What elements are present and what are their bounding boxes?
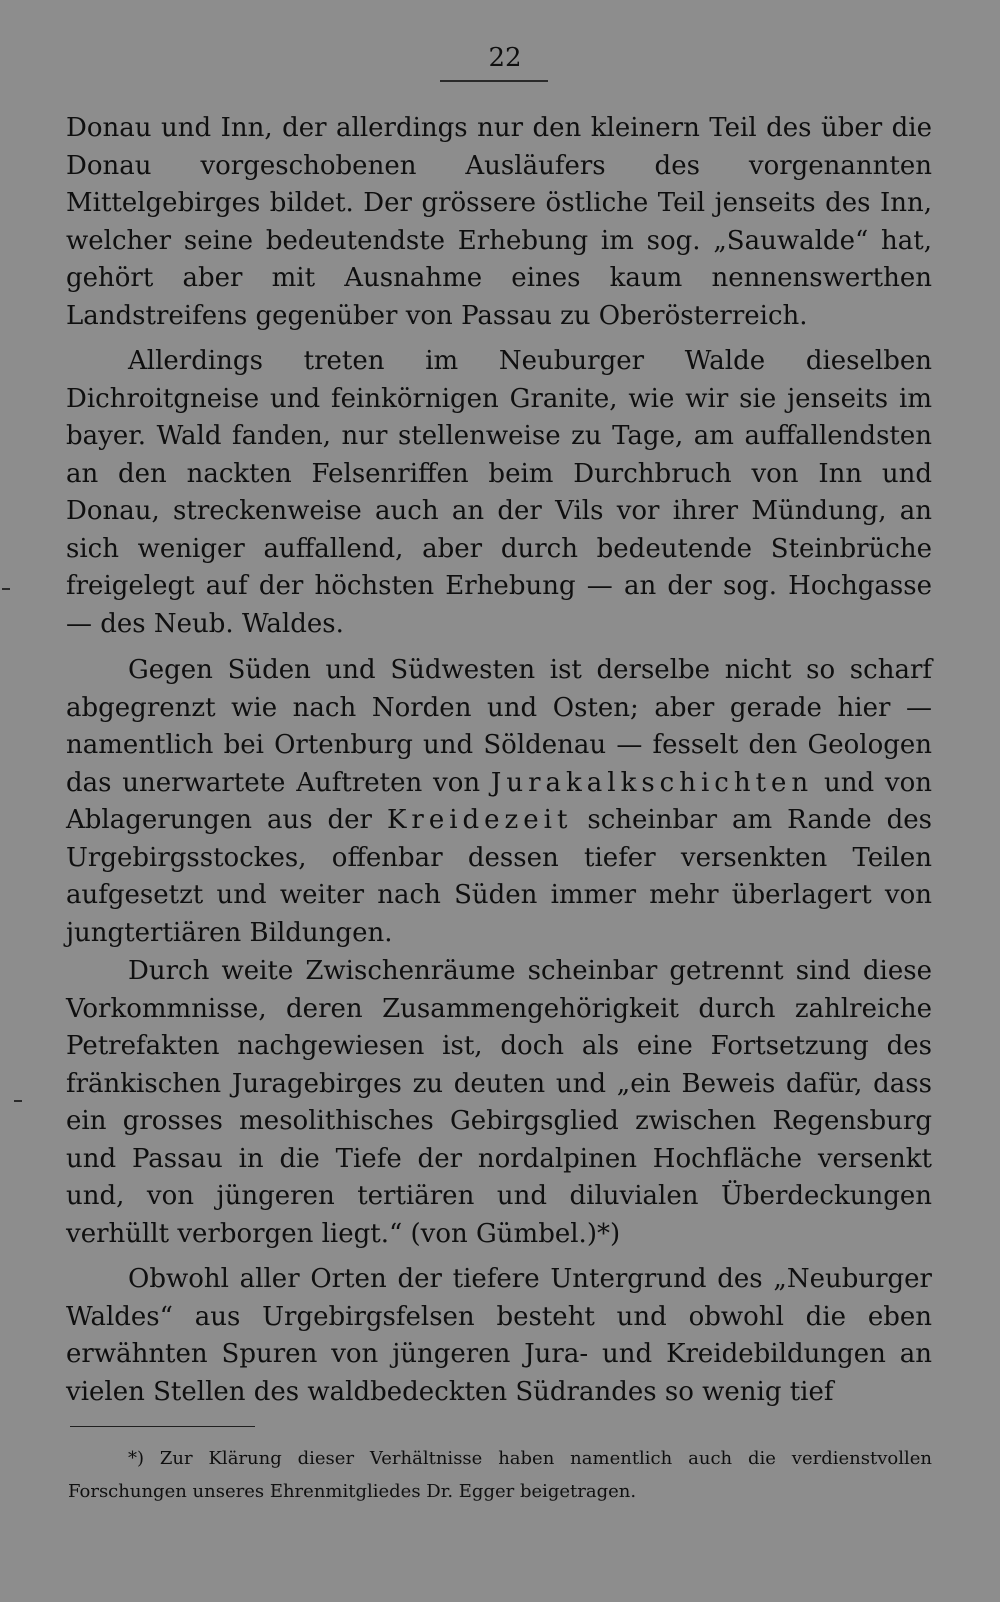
paragraph-3-text: [66, 652, 932, 952]
paragraph-3-part-c: scheinbar am Rande des Urgebirgsstockes, offenbar dessen tiefer versenkten Teilen aufgesetzt und weiter nach Süden immer mehr überlagert von jungtertiären Bildungen.: [66, 805, 932, 948]
emphasis-kreidezeit: Kreidezeit: [386, 805, 573, 835]
page-number-rule: [440, 80, 548, 82]
paragraph-1-text: Donau und Inn, der allerdings nur den kleinern Teil des über die Donau vorgeschobenen Ausläufers des vorgenannten Mittelgebirges bildet. Der grössere östliche Teil jenseits des Inn, welcher seine bedeutendste Erhebung im sog. „Sauwalde“ hat, gehört aber mit Ausnahme eines kaum nennenswerthen Landstreifens gegenüber von Passau zu Oberösterreich.: [66, 113, 932, 331]
paragraph-4: [66, 953, 932, 1253]
paragraph-1: [66, 110, 932, 335]
paragraph-2-text: Allerdings treten im Neuburger Walde dieselben Dichroitgneise und feinkörnigen Granite, wie wir sie jenseits im bayer. Wald fanden, nur stellenweise zu Tage, am auffallendsten an den nackten Felsenriffen beim Durchbruch von Inn und Donau, streckenweise auch an der Vils vor ihrer Mündung, an sich weniger auffallend, aber durch bedeutende Steinbrüche freigelegt auf der höchsten Erhebung — an der sog. Hochgasse — des Neub. Waldes.: [66, 346, 932, 639]
paragraph-5-text: Obwohl aller Orten der tiefere Untergrund des „Neuburger Waldes“ aus Urgebirgsfelsen besteht und obwohl die eben erwähnten Spuren von jüngeren Jura- und Kreidebildungen an vielen Stellen des waldbedeckten Südrandes so wenig tief: [66, 1264, 932, 1407]
footnote-text: *) Zur Klärung dieser Verhältnisse haben namentlich auch die verdienstvollen Forschungen unseres Ehrenmitgliedes Dr. Egger beigetragen.: [68, 1448, 932, 1502]
emphasis-jurakalkschichten: Jurakalkschichten: [490, 767, 814, 798]
paragraph-3: [66, 652, 932, 952]
paragraph-3-part-a: Gegen Süden und Südwesten ist derselbe nicht so scharf abgegrenzt wie nach Norden und Osten; aber gerade hier — namentlich bei Ortenburg und Söldenau — fesselt den Geologen das unerwartete Auftreten von: [66, 655, 932, 798]
page-number: 22: [488, 43, 522, 73]
margin-mark: [14, 1100, 22, 1102]
paragraph-5: [66, 1261, 932, 1411]
footnote-rule: [70, 1426, 255, 1427]
paragraph-3-part-b: und von Ablagerungen aus der: [66, 767, 932, 835]
paragraph-4-text: Durch weite Zwischenräume scheinbar getrennt sind diese Vorkommnisse, deren Zusammengehörigkeit durch zahlreiche Petrefakten nachgewiesen ist, doch als eine Fortsetzung des fränkischen Juragebirges zu deuten und „ein Beweis dafür, dass ein grosses mesolithisches Gebirgsglied zwischen Regensburg und Passau in die Tiefe der nordalpinen Hochfläche versenkt und, von jüngeren tertiären und diluvialen Überdeckungen verhüllt verborgen liegt.“ (von Gümbel.)*): [66, 956, 932, 1249]
paragraph-2: [66, 343, 932, 643]
footnote: [68, 1442, 932, 1508]
margin-mark: [2, 588, 10, 590]
